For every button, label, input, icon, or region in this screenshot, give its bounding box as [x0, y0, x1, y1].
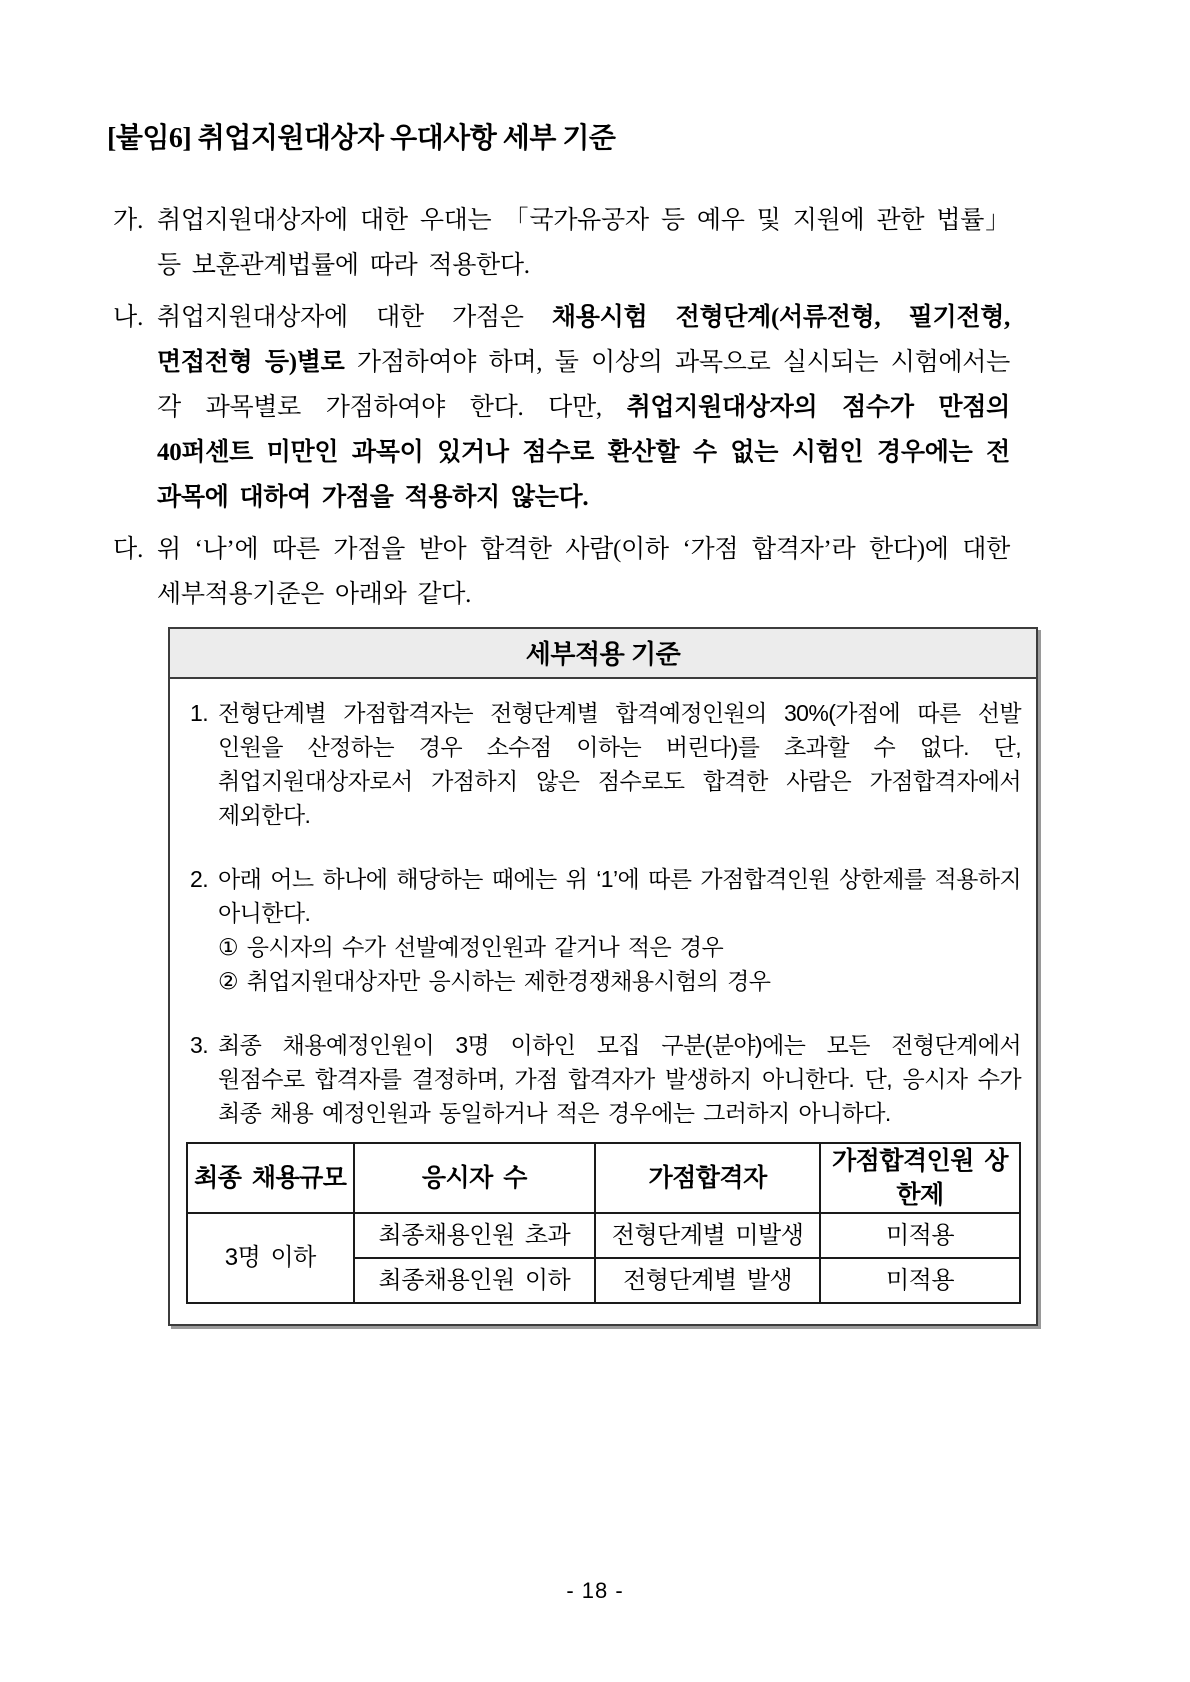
paragraph-na-seg1: 취업지원대상자에 대한 가점은: [157, 304, 552, 331]
criteria-item-3-text: 최종 채용예정인원이 3명 이하인 모집 구분(분야)에는 모든 전형단계에서 원점수로 합격자를 결정하며, 가점 합격자가 발생하지 아니한다. 단, 응시자 수가 최종 채용 예정인원과 동일하거나 적은 경우에는 그러하지 아니하다.: [218, 1032, 1021, 1126]
criteria-box: [168, 627, 1038, 1326]
table-cell: 전형단계별 미발생: [595, 1213, 820, 1258]
table-header-bonus-cap: 가점합격인원 상한제: [820, 1143, 1020, 1213]
criteria-item-2-main: 아래 어느 하나에 해당하는 때에는 위 ‘1’에 따른 가점합격인원 상한제를 적용하지 아니한다.: [218, 866, 1021, 926]
paragraph-na-label: 나.: [113, 304, 144, 331]
table-cell: 최종채용인원 이하: [354, 1258, 596, 1303]
paragraph-na-text: [157, 295, 1010, 520]
criteria-table-head: [187, 1143, 1020, 1213]
criteria-box-header: 세부적용 기준: [170, 629, 1036, 679]
paragraph-da-label: 다.: [113, 536, 144, 563]
criteria-item-2-text: [218, 862, 1021, 998]
criteria-item-2-number: 2.: [190, 866, 208, 892]
criteria-item-2-sub-1: ① 응시자의 수가 선발예정인원과 같거나 적은 경우: [218, 934, 724, 960]
table-cell: 최종채용인원 초과: [354, 1213, 596, 1258]
paragraph-da: [113, 527, 1010, 617]
criteria-item-3: [186, 1028, 1021, 1130]
table-header-row: [187, 1143, 1020, 1213]
criteria-item-1: [186, 696, 1021, 832]
table-row: [187, 1213, 1020, 1258]
paragraph-na-seg3: 가점하여야 하며, 둘 이상의 과목으로 실시되는 시험에서는 각 과목별로 가점하여야 한다. 다만,: [157, 349, 1010, 421]
paragraph-ga-label: 가.: [113, 207, 144, 234]
paragraph-na-seg2-bold: 채용시험 전형단계(서류전형, 필기전형, 면접전형 등)별로: [157, 304, 1010, 376]
paragraph-ga: [113, 198, 1010, 288]
body-paragraphs: [113, 198, 1010, 624]
criteria-item-1-number: 1.: [190, 700, 208, 726]
criteria-item-1-text: 전형단계별 가점합격자는 전형단계별 합격예정인원의 30%(가점에 따른 선발 인원을 산정하는 경우 소수점 이하는 버린다)를 초과할 수 없다. 단, 취업지원대상자로서 가점하지 않은 점수로도 합격한 사람은 가점합격자에서 제외한다.: [218, 700, 1021, 828]
criteria-item-3-number: 3.: [190, 1032, 208, 1058]
paragraph-na-seg4-bold: 취업지원대상자의 점수가 만점의 40퍼센트 미만인 과목이 있거나 점수로 환산할 수 없는 시험인 경우에는 전 과목에 대하여 가점을 적용하지 않는다.: [157, 394, 1010, 511]
criteria-table: [186, 1142, 1021, 1304]
criteria-item-2-sub-2: ② 취업지원대상자만 응시하는 제한경쟁채용시험의 경우: [218, 968, 771, 994]
table-cell: 미적용: [820, 1258, 1020, 1303]
page-number: - 18 -: [566, 1578, 624, 1603]
table-header-applicant-count: 응시자 수: [354, 1143, 596, 1213]
page-title: [붙임6] 취업지원대상자 우대사항 세부 기준: [107, 123, 616, 154]
table-header-bonus-passers: 가점합격자: [595, 1143, 820, 1213]
criteria-item-2: [186, 862, 1021, 998]
paragraph-na: [113, 295, 1010, 520]
paragraph-ga-text: 취업지원대상자에 대한 우대는 「국가유공자 등 예우 및 지원에 관한 법률」 등 보훈관계법률에 따라 적용한다.: [157, 207, 1010, 279]
table-cell-group-label: 3명 이하: [187, 1213, 354, 1303]
paragraph-da-text: 위 ‘나’에 따른 가점을 받아 합격한 사람(이하 ‘가점 합격자’라 한다)에 대한 세부적용기준은 아래와 같다.: [157, 536, 1010, 608]
table-cell: 전형단계별 발생: [595, 1258, 820, 1303]
criteria-box-body: [170, 679, 1036, 1324]
criteria-table-body: [187, 1213, 1020, 1303]
table-header-final-hiring-size: 최종 채용규모: [187, 1143, 354, 1213]
table-cell: 미적용: [820, 1213, 1020, 1258]
